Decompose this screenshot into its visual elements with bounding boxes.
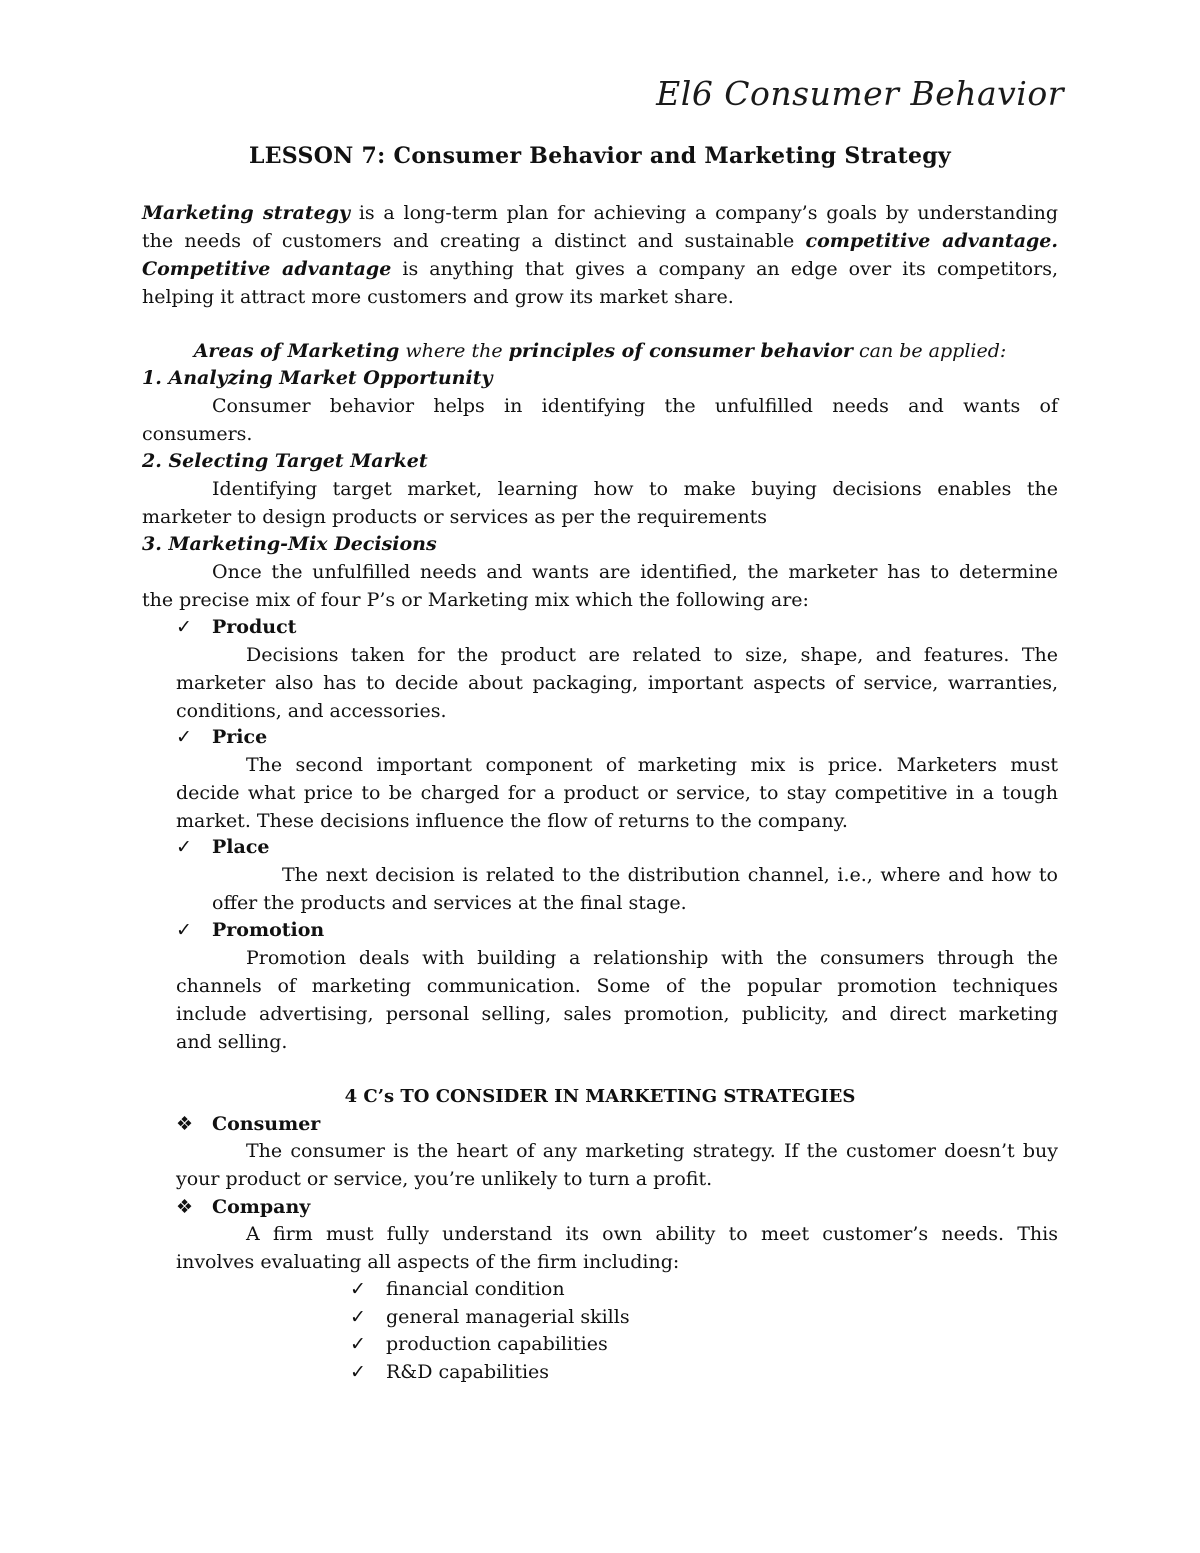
consumer-line-2: your product or service, you’re unlikely to turn a profit. bbox=[176, 1168, 713, 1190]
areas-heading: Areas of Marketing where the principles of consumer behavior can be applied: bbox=[193, 340, 1007, 362]
price-item: ✓ Price bbox=[176, 724, 1092, 751]
company-line-2: involves evaluating all aspects of the firm including: bbox=[176, 1251, 680, 1273]
checkmark-icon: ✓ bbox=[350, 1361, 366, 1383]
company-check-item: ✓ general managerial skills bbox=[350, 1304, 1200, 1331]
product-line-1: Decisions taken for the product are related to size, shape, and features. The bbox=[246, 644, 1058, 666]
area-3-title: 3. Marketing-Mix Decisions bbox=[142, 533, 437, 555]
price-line-3: market. These decisions influence the flow of returns to the company. bbox=[176, 810, 848, 832]
product-line-3: conditions, and accessories. bbox=[176, 700, 447, 722]
intro-line-2: the needs of customers and creating a distinct and sustainable competitive advantage. bbox=[142, 230, 1058, 252]
consumer-item: ❖ Consumer bbox=[176, 1111, 1092, 1138]
promotion-line-3: include advertising, personal selling, sales promotion, publicity, and direct marketing bbox=[176, 1003, 1058, 1025]
checkmark-icon: ✓ bbox=[176, 616, 192, 638]
place-line-2: offer the products and services at the final stage. bbox=[212, 892, 687, 914]
area-2-line-2: marketer to design products or services as per the requirements bbox=[142, 506, 768, 528]
place-line-1: The next decision is related to the distribution channel, i.e., where and how to bbox=[282, 864, 1058, 886]
consumer-line-1: The consumer is the heart of any marketing strategy. If the customer doesn’t buy bbox=[246, 1140, 1058, 1162]
lesson-title: LESSON 7: Consumer Behavior and Marketing Strategy bbox=[248, 143, 952, 169]
diamond-bullet-icon: ❖ bbox=[176, 1196, 194, 1218]
area-1-line-2: consumers. bbox=[142, 423, 253, 445]
area-3-line-1: Once the unfulfilled needs and wants are identified, the marketer has to determine bbox=[212, 561, 1058, 583]
price-line-2: decide what price to be charged for a product or service, to stay competitive in a tough bbox=[176, 782, 1058, 804]
four-cs-heading: 4 C’s TO CONSIDER IN MARKETING STRATEGIES bbox=[344, 1086, 856, 1107]
checkmark-icon: ✓ bbox=[350, 1306, 366, 1328]
company-check-item: ✓ financial condition bbox=[350, 1276, 1200, 1303]
intro-line-3: Competitive advantage is anything that gives a company an edge over its competitors, bbox=[142, 258, 1058, 280]
diamond-bullet-icon: ❖ bbox=[176, 1113, 194, 1135]
place-item: ✓ Place bbox=[176, 834, 1092, 861]
area-2-title: 2. Selecting Target Market bbox=[142, 450, 428, 472]
checkmark-icon: ✓ bbox=[350, 1333, 366, 1355]
company-line-1: A firm must fully understand its own ability to meet customer’s needs. This bbox=[246, 1223, 1058, 1245]
price-line-1: The second important component of marketing mix is price. Marketers must bbox=[246, 754, 1058, 776]
company-check-item: ✓ production capabilities bbox=[350, 1331, 1200, 1358]
area-3-line-2: the precise mix of four P’s or Marketing mix which the following are: bbox=[142, 589, 809, 611]
company-check-item: ✓ R&D capabilities bbox=[350, 1359, 1200, 1386]
checkmark-icon: ✓ bbox=[176, 919, 192, 941]
intro-line-4: helping it attract more customers and grow its market share. bbox=[142, 286, 734, 308]
promotion-line-1: Promotion deals with building a relationship with the consumers through the bbox=[246, 947, 1058, 969]
intro-line-1: Marketing strategy is a long-term plan for achieving a company’s goals by understanding bbox=[142, 202, 1058, 224]
product-item: ✓ Product bbox=[176, 614, 1092, 641]
product-line-2: marketer also has to decide about packaging, important aspects of service, warranties, bbox=[176, 672, 1058, 694]
promotion-line-4: and selling. bbox=[176, 1031, 288, 1053]
checkmark-icon: ✓ bbox=[350, 1278, 366, 1300]
promotion-line-2: channels of marketing communication. Some of the popular promotion techniques bbox=[176, 975, 1058, 997]
promotion-item: ✓ Promotion bbox=[176, 917, 1092, 944]
area-1-title: 1. Analyzing Market Opportunity bbox=[142, 367, 493, 389]
company-item: ❖ Company bbox=[176, 1194, 1092, 1221]
area-1-line-1: Consumer behavior helps in identifying the unfulfilled needs and wants of bbox=[212, 395, 1058, 417]
area-2-line-1: Identifying target market, learning how to make buying decisions enables the bbox=[212, 478, 1058, 500]
checkmark-icon: ✓ bbox=[176, 726, 192, 748]
checkmark-icon: ✓ bbox=[176, 836, 192, 858]
course-header: El6 Consumer Behavior bbox=[656, 74, 1064, 113]
